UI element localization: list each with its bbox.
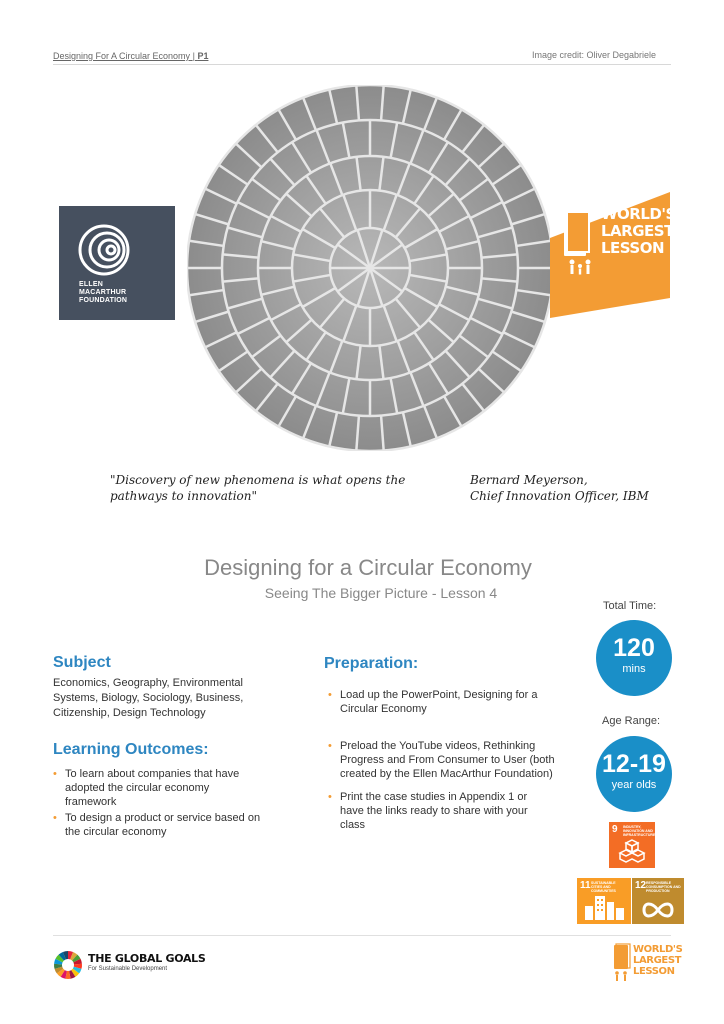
sdg-12-number: 12 xyxy=(635,880,647,891)
header-doc-title xyxy=(53,51,208,61)
city-buildings-icon xyxy=(577,878,631,924)
total-time-label: Total Time: xyxy=(603,600,657,612)
quote-attribution xyxy=(470,472,649,504)
preparation-item xyxy=(328,790,528,832)
quote-line-2: pathways to innovation" xyxy=(110,489,258,503)
header-divider xyxy=(53,64,671,65)
subject-line-1: Economics, Geography, Environmental xyxy=(53,677,243,689)
sdg-11-label: SUSTAINABLE CITIES AND COMMUNITIES xyxy=(591,881,616,893)
total-time-badge xyxy=(596,620,672,696)
doc-title: Designing For A Circular Economy xyxy=(53,51,191,61)
outcome-2-line-1: • To design a product or service based on xyxy=(65,812,261,824)
outcome-1-line-2: adopted the circular economy xyxy=(65,782,210,794)
wll-line-2: LARGEST xyxy=(601,222,674,240)
wll-small-line-2: LARGEST xyxy=(633,955,682,966)
global-goals-subtext: For Sustainable Development xyxy=(88,966,168,972)
footer-divider xyxy=(53,935,671,936)
prep-2-line-3: created by the Ellen MacArthur Foundation) xyxy=(340,768,553,780)
worlds-largest-lesson-text xyxy=(601,206,676,257)
page-number: P1 xyxy=(197,51,209,61)
sdg-9-label: INDUSTRY, INNOVATION AND INFRASTRUCTURE xyxy=(623,825,656,837)
age-range-label: Age Range: xyxy=(602,715,661,727)
subject-line-3: Citizenship, Design Technology xyxy=(53,707,206,719)
outcome-1-line-3: framework xyxy=(65,796,117,808)
sdg-9-tile xyxy=(609,822,655,868)
sdg-12-tile xyxy=(632,878,684,924)
infinity-icon xyxy=(632,878,684,924)
preparation-item xyxy=(328,739,555,781)
wll-line-3: LESSON xyxy=(601,239,665,257)
sdg-11-number: 11 xyxy=(580,880,591,891)
prep-3-line-2: have the links ready to share with your xyxy=(340,805,528,817)
outcome-1-line-1: • To learn about companies that have xyxy=(65,768,240,780)
preparation-heading: Preparation: xyxy=(324,655,419,672)
global-goals-text: THE GLOBAL GOALS xyxy=(88,952,206,965)
image-credit: Image credit: Oliver Degabriele xyxy=(532,50,657,60)
quote-author-role: Chief Innovation Officer, IBM xyxy=(470,489,649,503)
sdg-11-tile xyxy=(577,878,631,924)
learning-outcome-item xyxy=(53,767,239,809)
foundation-rings-icon xyxy=(59,206,175,281)
quote-text xyxy=(110,472,405,504)
worlds-largest-lesson-small-icon xyxy=(613,943,631,983)
sdg-9-number: 9 xyxy=(612,824,618,835)
worlds-largest-lesson-small-text xyxy=(633,944,682,977)
age-range-badge xyxy=(596,736,672,812)
subject-line-2: Systems, Biology, Sociology, Business, xyxy=(53,692,244,704)
global-goals-wheel-icon xyxy=(53,950,83,980)
circular-paving-image xyxy=(187,85,553,451)
preparation-item xyxy=(328,688,538,716)
total-time-value: 120 xyxy=(613,634,655,662)
ellen-macarthur-foundation-logo xyxy=(59,206,175,320)
emf-line-3: FOUNDATION xyxy=(79,297,128,304)
learning-outcomes-heading: Learning Outcomes: xyxy=(53,741,209,758)
age-range-value: 12-19 xyxy=(602,750,666,778)
cubes-icon xyxy=(609,822,655,868)
emf-line-1: ELLEN xyxy=(79,281,103,288)
lesson-title: Designing for a Circular Economy xyxy=(204,555,532,580)
sdg-12-label: RESPONSIBLE CONSUMPTION AND PRODUCTION xyxy=(646,881,681,893)
prep-2-line-2: Progress and From Consumer to User (both xyxy=(340,754,555,766)
prep-1-line-1: • Load up the PowerPoint, Designing for a xyxy=(340,689,538,701)
subject-heading: Subject xyxy=(53,654,111,671)
outcome-2-line-2: the circular economy xyxy=(65,826,167,838)
wll-small-line-3: LESSON xyxy=(633,966,675,977)
wll-line-1: WORLD'S xyxy=(601,205,676,223)
learning-outcome-item xyxy=(53,811,260,839)
prep-1-line-2: Circular Economy xyxy=(340,703,427,715)
quote-line-1: "Discovery of new phenomena is what opens the xyxy=(110,473,406,487)
lesson-subtitle: Seeing The Bigger Picture - Lesson 4 xyxy=(264,585,498,601)
wll-small-line-1: WORLD'S xyxy=(633,944,683,955)
age-range-unit: year olds xyxy=(611,779,657,791)
quote-author-name: Bernard Meyerson, xyxy=(470,473,588,487)
prep-3-line-1: • Print the case studies in Appendix 1 or xyxy=(340,791,528,803)
prep-3-line-3: class xyxy=(340,819,366,831)
total-time-unit: mins xyxy=(622,663,646,675)
subject-text xyxy=(53,676,243,721)
header-separator: | xyxy=(192,51,195,61)
emf-line-2: MACARTHUR xyxy=(79,289,127,296)
prep-2-line-1: • Preload the YouTube videos, Rethinking xyxy=(340,740,536,752)
